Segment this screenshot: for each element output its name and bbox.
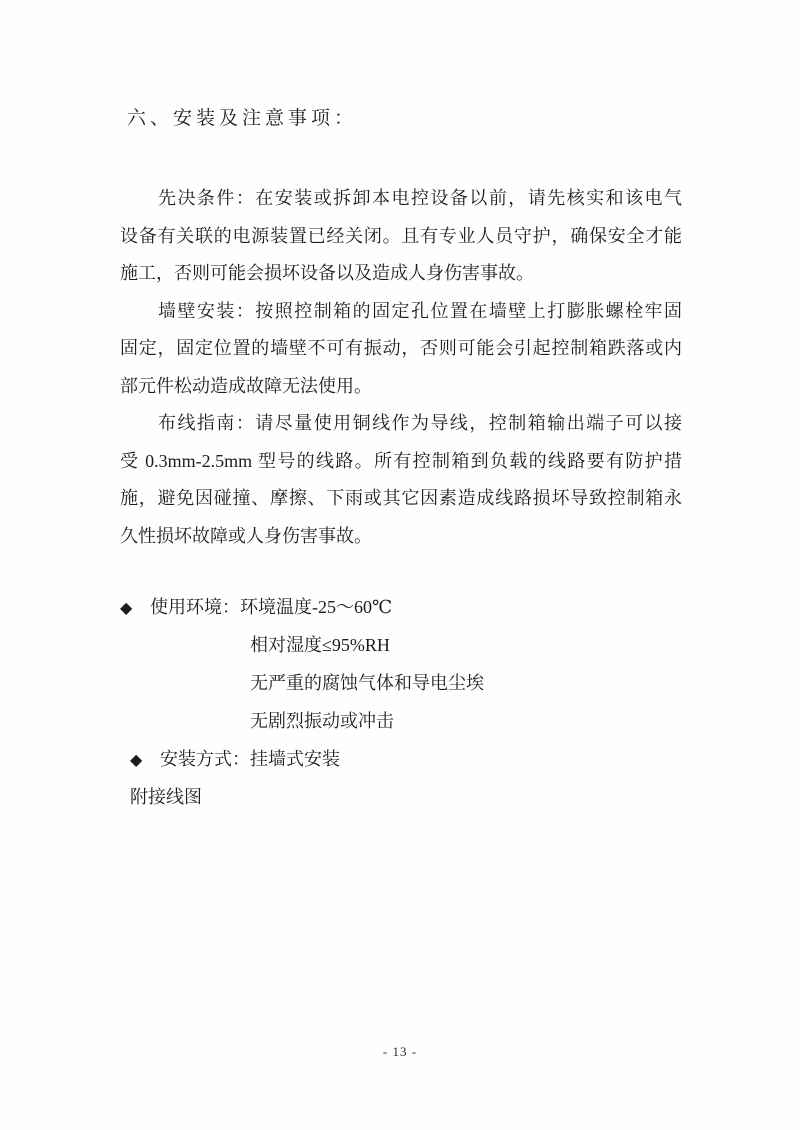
bullet-environment-value-4: 无剧烈振动或冲击 (250, 711, 394, 731)
paragraph-prerequisites-line-3: 施工，否则可能会损坏设备以及造成人身伤害事故。 (120, 263, 534, 283)
paragraph-wiring-line-4: 久性损坏故障或人身伤害事故。 (120, 525, 372, 546)
diamond-bullet-icon: ◆ (130, 752, 143, 769)
bullet-mounting-value-1: 挂墙式安装 (250, 749, 340, 769)
bullet-list (120, 588, 682, 816)
bullet-environment (120, 588, 682, 626)
bullet-environment-value-3: 无严重的腐蚀气体和导电尘埃 (250, 673, 484, 693)
bullet-mounting-value-2: 附接线图 (130, 787, 202, 807)
paragraph-prerequisites-line-2: 设备有关联的电源装置已经关闭。且有专业人员守护，确保安全才能 (120, 225, 682, 246)
paragraph-wiring-line-3: 施，避免因碰撞、摩擦、下雨或其它因素造成线路损坏导致控制箱永 (120, 488, 682, 508)
paragraph-wall-mount-line-2: 固定，固定位置的墙壁不可有振动，否则可能会引起控制箱跌落或内 (120, 338, 682, 358)
paragraph-prerequisites-line-1: 先决条件：在安装或拆卸本电控设备以前，请先核实和该电气 (158, 188, 682, 208)
bullet-environment-value-2: 相对湿度≤95%RH (250, 635, 390, 655)
bullet-environment-label: 使用环境： (150, 597, 240, 617)
paragraph-wiring-line-1: 布线指南：请尽量使用铜线作为导线，控制箱输出端子可以接 (158, 413, 682, 433)
section-heading: 六、安装及注意事项： (127, 108, 358, 129)
bullet-mounting-label: 安装方式： (160, 749, 250, 769)
bullet-mounting (120, 740, 682, 778)
paragraph-wiring-line-2: 受 0.3mm-2.5mm 型号的线路。所有控制箱到负载的线路要有防护措 (120, 450, 682, 471)
bullet-environment-value-1: 环境温度-25～60℃ (240, 597, 393, 617)
body-text (120, 180, 682, 555)
paragraph-wall-mount-line-1: 墙壁安装：按照控制箱的固定孔位置在墙壁上打膨胀螺栓牢固 (158, 300, 682, 321)
paragraph-wall-mount-line-3: 部元件松动造成故障无法使用。 (120, 375, 372, 396)
page-number: - 13 - (382, 1044, 418, 1059)
diamond-bullet-icon: ◆ (120, 600, 133, 617)
